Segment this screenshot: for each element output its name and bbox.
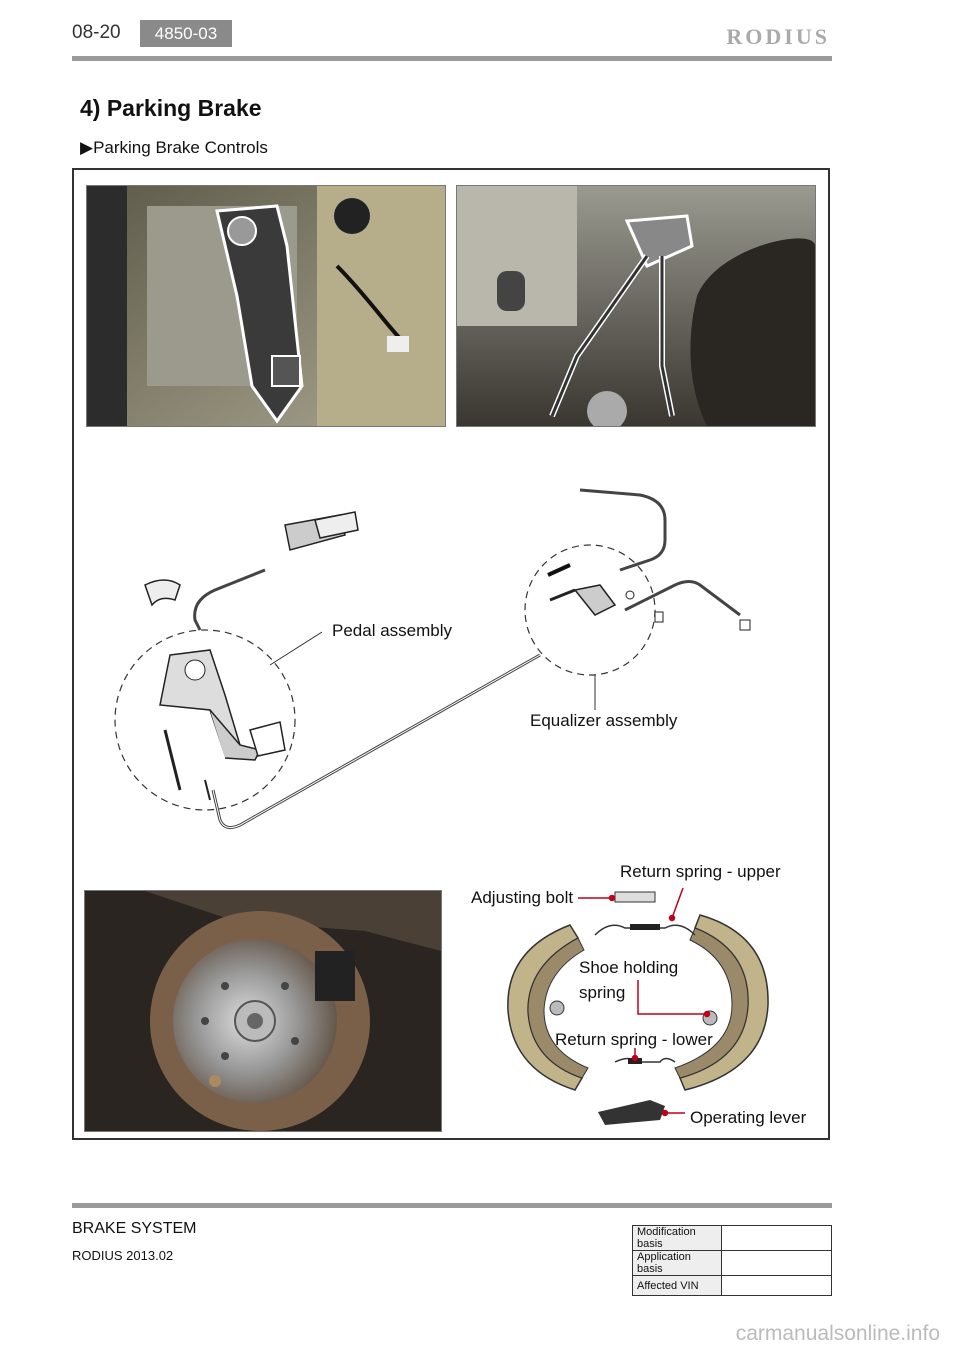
table-key: Application basis <box>633 1251 722 1276</box>
watermark: carmanualsonline.info <box>735 1322 940 1345</box>
brake-shoe-diagram <box>500 880 800 1130</box>
shoe-holding-spring-label-line2: spring <box>579 983 626 1002</box>
table-value <box>722 1226 832 1251</box>
pedal-photo <box>86 185 446 427</box>
footer-model: RODIUS 2013.02 <box>72 1248 174 1263</box>
pedal-assembly-label: Pedal assembly <box>332 621 453 640</box>
modification-table <box>632 1225 832 1296</box>
equalizer-photo <box>456 185 816 427</box>
table-value <box>722 1276 832 1296</box>
page-title: 4) Parking Brake <box>80 95 262 121</box>
return-spring-lower-label: Return spring - lower <box>555 1030 713 1049</box>
rear-brake-photo <box>84 890 442 1132</box>
page-subtitle: ▶Parking Brake Controls <box>80 138 268 157</box>
table-key: Affected VIN <box>633 1276 722 1296</box>
parking-brake-exploded-diagram <box>100 460 800 840</box>
header-rule <box>72 56 832 61</box>
table-row <box>633 1251 832 1276</box>
equalizer-assembly-label: Equalizer assembly <box>530 711 678 730</box>
table-key: Modification basis <box>633 1226 722 1251</box>
section-code-badge: 4850-03 <box>140 20 232 47</box>
footer-section-title: BRAKE SYSTEM <box>72 1220 197 1237</box>
footer-rule <box>72 1203 832 1208</box>
adjusting-bolt-label: Adjusting bolt <box>471 888 574 907</box>
table-row <box>633 1276 832 1296</box>
brand-logo: RODIUS <box>726 24 830 49</box>
shoe-holding-spring-label-line1: Shoe holding <box>579 958 679 977</box>
table-value <box>722 1251 832 1276</box>
operating-lever-label: Operating lever <box>690 1108 807 1127</box>
table-row <box>633 1226 832 1251</box>
page-number: 08-20 <box>72 22 121 43</box>
return-spring-upper-label: Return spring - upper <box>620 862 781 881</box>
